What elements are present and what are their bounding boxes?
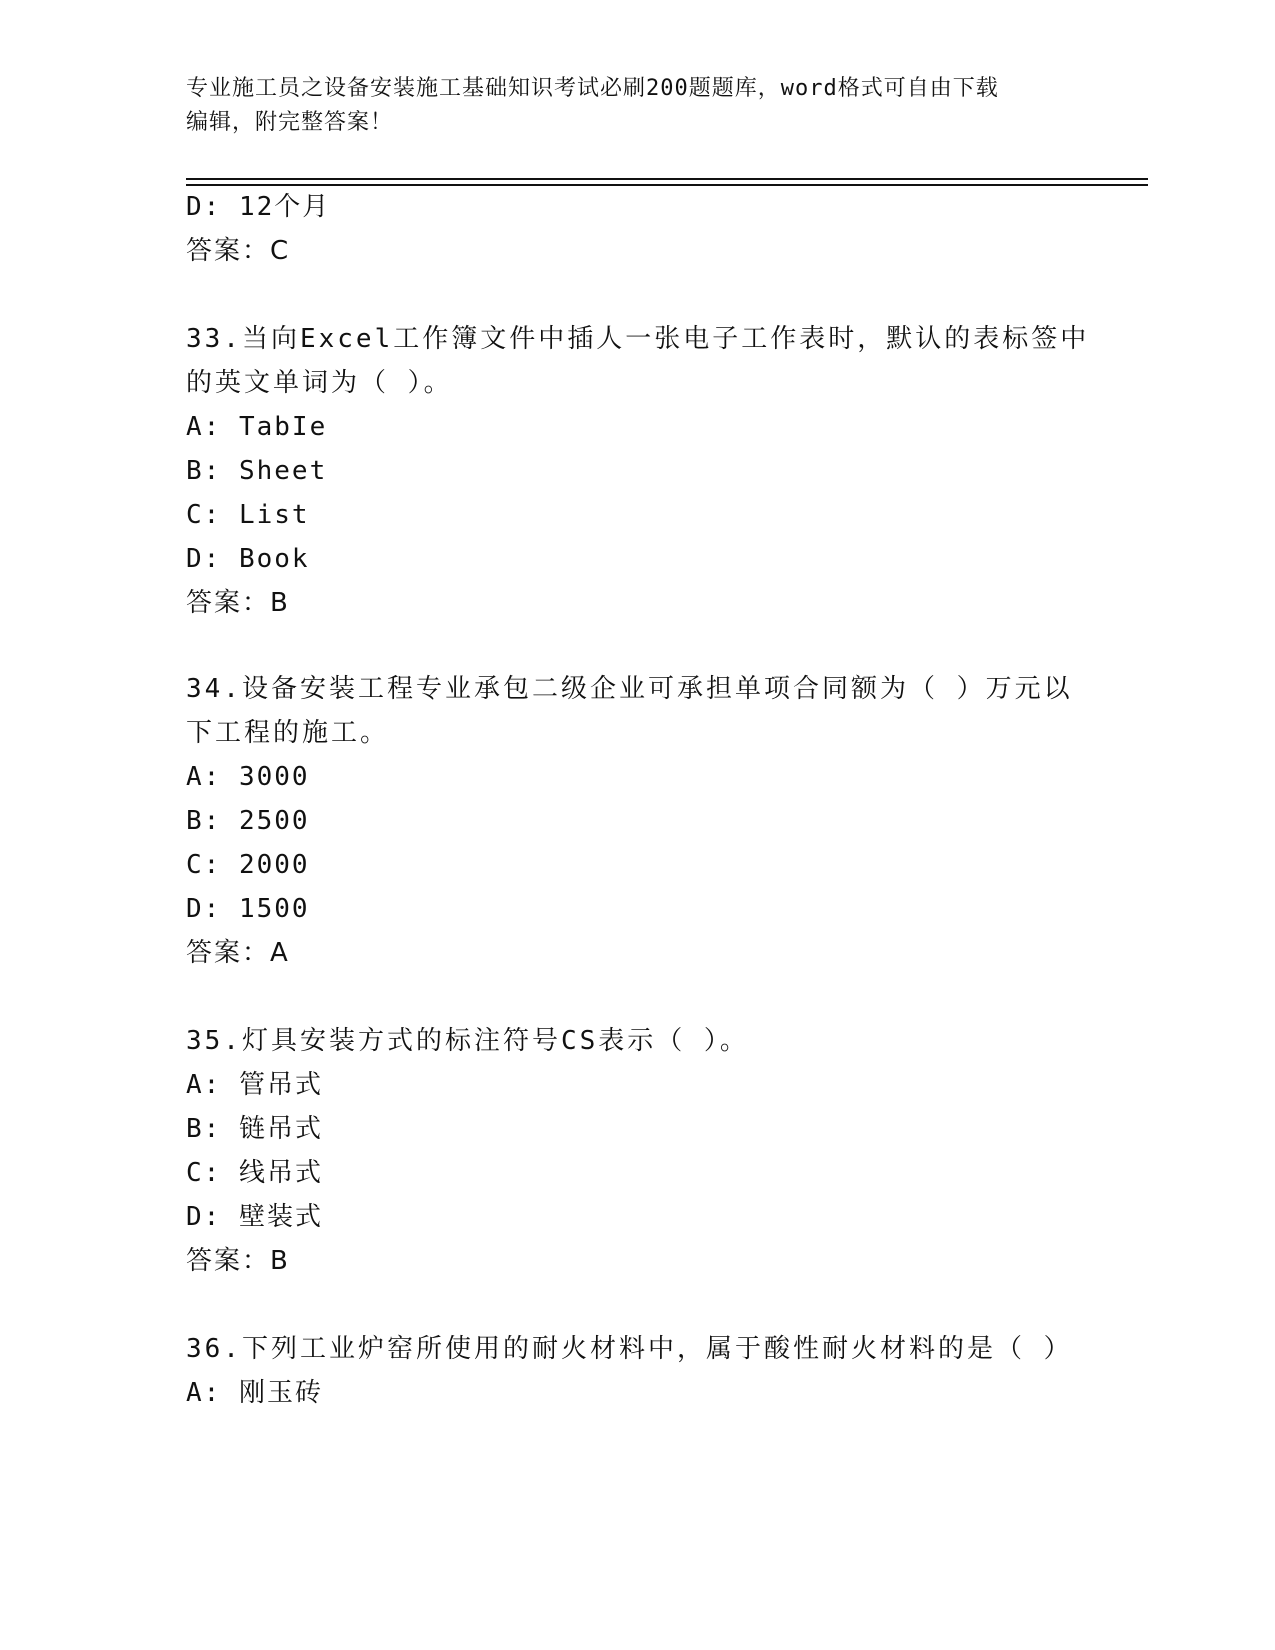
q35-option-d: D: 壁装式 — [186, 1202, 323, 1232]
q34-answer: 答案：A — [186, 938, 290, 968]
header-line-1: 专业施工员之设备安装施工基础知识考试必刷200题题库，word格式可自由下载 — [186, 76, 999, 101]
q33-option-c: C: List — [186, 500, 310, 530]
prev-answer: 答案：C — [186, 236, 291, 266]
q34-text-line-2: 下工程的施工。 — [186, 718, 390, 748]
q34-option-c: C: 2000 — [186, 850, 310, 880]
header-line-2: 编辑，附完整答案！ — [186, 110, 394, 135]
header-divider-top — [186, 178, 1148, 180]
q35-option-b: B: 链吊式 — [186, 1114, 323, 1144]
q34-option-d: D: 1500 — [186, 894, 310, 924]
q33-option-d: D: Book — [186, 544, 310, 574]
q34-option-a: A: 3000 — [186, 762, 310, 792]
q33-text-line-2: 的英文单词为（ ）。 — [186, 368, 453, 398]
header-divider-bottom — [186, 184, 1148, 186]
q35-option-a: A: 管吊式 — [186, 1070, 323, 1100]
q33-text-line-1: 33.当向Excel工作簿文件中插人一张电子工作表时，默认的表标签中 — [186, 324, 1090, 354]
q34-text-line-1: 34.设备安装工程专业承包二级企业可承担单项合同额为（ ）万元以 — [186, 674, 1073, 704]
q33-option-b: B: Sheet — [186, 456, 328, 486]
q36-option-a: A: 刚玉砖 — [186, 1378, 323, 1408]
q34-option-b: B: 2500 — [186, 806, 310, 836]
q35-answer: 答案：B — [186, 1246, 290, 1276]
document-header — [186, 72, 1086, 140]
prev-option-d: D: 12个月 — [186, 192, 331, 222]
q33-option-a: A: TabIe — [186, 412, 328, 442]
q35-option-c: C: 线吊式 — [186, 1158, 323, 1188]
q36-text-line-1: 36.下列工业炉窑所使用的耐火材料中，属于酸性耐火材料的是（ ） — [186, 1334, 1073, 1364]
q35-text-line-1: 35.灯具安装方式的标注符号CS表示（ ）。 — [186, 1026, 749, 1056]
q33-answer: 答案：B — [186, 588, 290, 618]
